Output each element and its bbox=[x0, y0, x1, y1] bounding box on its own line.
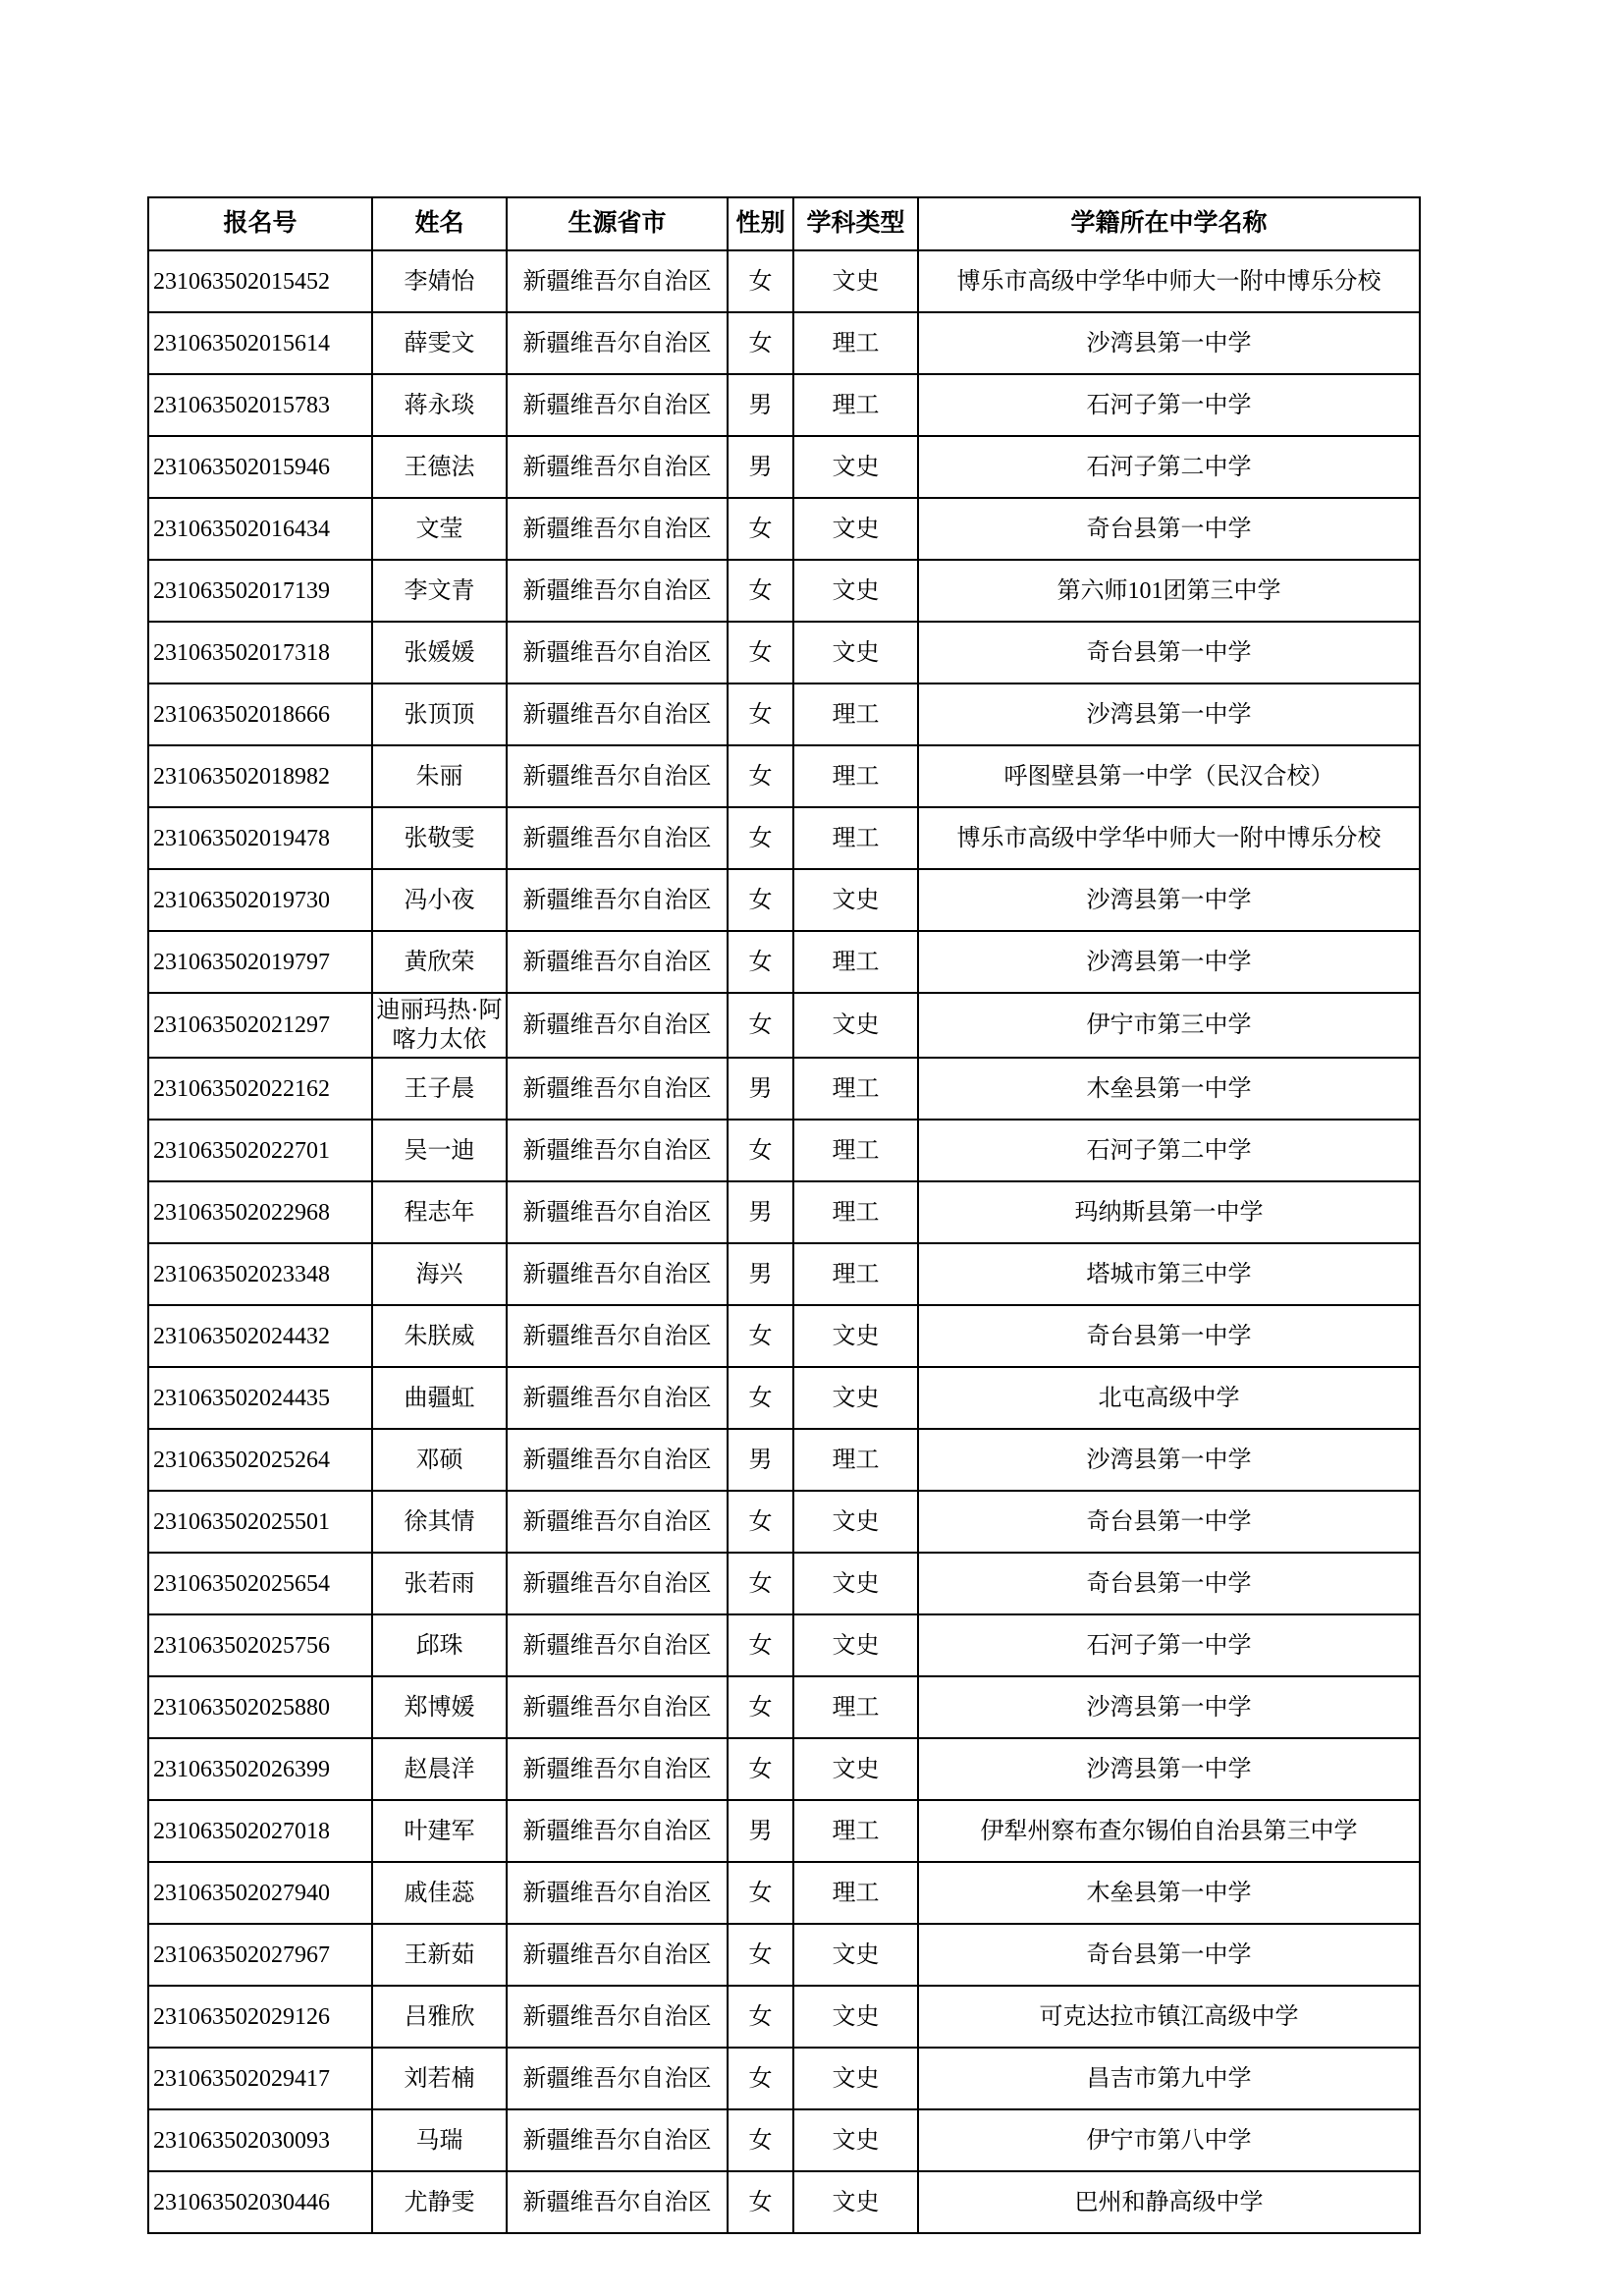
cell-province: 新疆维吾尔自治区 bbox=[507, 931, 728, 993]
cell-registration-number: 231063502015452 bbox=[148, 250, 372, 312]
cell-gender: 男 bbox=[728, 1429, 793, 1491]
cell-gender: 女 bbox=[728, 993, 793, 1058]
table-row bbox=[148, 1614, 1420, 1676]
cell-gender: 女 bbox=[728, 1614, 793, 1676]
header-name: 姓名 bbox=[372, 197, 507, 250]
header-province: 生源省市 bbox=[507, 197, 728, 250]
cell-subject-type: 文史 bbox=[793, 1305, 918, 1367]
cell-registration-number: 231063502018666 bbox=[148, 683, 372, 745]
cell-registration-number: 231063502023348 bbox=[148, 1243, 372, 1305]
cell-subject-type: 理工 bbox=[793, 374, 918, 436]
cell-name: 王德法 bbox=[372, 436, 507, 498]
cell-province: 新疆维吾尔自治区 bbox=[507, 869, 728, 931]
cell-registration-number: 231063502015614 bbox=[148, 312, 372, 374]
cell-school: 石河子第一中学 bbox=[918, 1614, 1420, 1676]
table-row bbox=[148, 436, 1420, 498]
cell-school: 奇台县第一中学 bbox=[918, 1305, 1420, 1367]
table-row bbox=[148, 1862, 1420, 1924]
cell-subject-type: 理工 bbox=[793, 807, 918, 869]
cell-school: 塔城市第三中学 bbox=[918, 1243, 1420, 1305]
cell-province: 新疆维吾尔自治区 bbox=[507, 1738, 728, 1800]
cell-gender: 女 bbox=[728, 1676, 793, 1738]
cell-school: 昌吉市第九中学 bbox=[918, 2048, 1420, 2109]
cell-province: 新疆维吾尔自治区 bbox=[507, 622, 728, 683]
cell-subject-type: 文史 bbox=[793, 560, 918, 622]
cell-province: 新疆维吾尔自治区 bbox=[507, 2171, 728, 2233]
cell-gender: 女 bbox=[728, 683, 793, 745]
cell-registration-number: 231063502027967 bbox=[148, 1924, 372, 1986]
cell-province: 新疆维吾尔自治区 bbox=[507, 2048, 728, 2109]
header-school-name: 学籍所在中学名称 bbox=[918, 197, 1420, 250]
cell-subject-type: 文史 bbox=[793, 436, 918, 498]
cell-name: 吴一迪 bbox=[372, 1120, 507, 1181]
cell-name: 迪丽玛热·阿喀力太依 bbox=[372, 993, 507, 1058]
table-row bbox=[148, 2171, 1420, 2233]
cell-name: 朱朕威 bbox=[372, 1305, 507, 1367]
cell-province: 新疆维吾尔自治区 bbox=[507, 1553, 728, 1614]
cell-province: 新疆维吾尔自治区 bbox=[507, 1862, 728, 1924]
cell-gender: 男 bbox=[728, 1800, 793, 1862]
cell-gender: 女 bbox=[728, 931, 793, 993]
cell-school: 伊宁市第八中学 bbox=[918, 2109, 1420, 2171]
cell-school: 北屯高级中学 bbox=[918, 1367, 1420, 1429]
cell-subject-type: 文史 bbox=[793, 869, 918, 931]
cell-province: 新疆维吾尔自治区 bbox=[507, 1305, 728, 1367]
cell-registration-number: 231063502029417 bbox=[148, 2048, 372, 2109]
cell-registration-number: 231063502022701 bbox=[148, 1120, 372, 1181]
cell-province: 新疆维吾尔自治区 bbox=[507, 1614, 728, 1676]
cell-subject-type: 理工 bbox=[793, 931, 918, 993]
cell-school: 奇台县第一中学 bbox=[918, 1924, 1420, 1986]
cell-name: 蒋永琰 bbox=[372, 374, 507, 436]
cell-registration-number: 231063502019478 bbox=[148, 807, 372, 869]
cell-province: 新疆维吾尔自治区 bbox=[507, 683, 728, 745]
cell-province: 新疆维吾尔自治区 bbox=[507, 312, 728, 374]
cell-province: 新疆维吾尔自治区 bbox=[507, 1491, 728, 1553]
cell-school: 博乐市高级中学华中师大一附中博乐分校 bbox=[918, 250, 1420, 312]
cell-school: 沙湾县第一中学 bbox=[918, 683, 1420, 745]
cell-gender: 女 bbox=[728, 312, 793, 374]
cell-registration-number: 231063502025501 bbox=[148, 1491, 372, 1553]
cell-subject-type: 文史 bbox=[793, 250, 918, 312]
cell-province: 新疆维吾尔自治区 bbox=[507, 1058, 728, 1120]
cell-subject-type: 文史 bbox=[793, 1738, 918, 1800]
cell-province: 新疆维吾尔自治区 bbox=[507, 1243, 728, 1305]
cell-subject-type: 理工 bbox=[793, 312, 918, 374]
cell-school: 呼图壁县第一中学（民汉合校） bbox=[918, 745, 1420, 807]
cell-gender: 女 bbox=[728, 2109, 793, 2171]
table-row bbox=[148, 807, 1420, 869]
cell-registration-number: 231063502030093 bbox=[148, 2109, 372, 2171]
cell-registration-number: 231063502022162 bbox=[148, 1058, 372, 1120]
cell-registration-number: 231063502030446 bbox=[148, 2171, 372, 2233]
cell-name: 文莹 bbox=[372, 498, 507, 560]
cell-registration-number: 231063502019797 bbox=[148, 931, 372, 993]
cell-name: 吕雅欣 bbox=[372, 1986, 507, 2048]
table-row bbox=[148, 683, 1420, 745]
cell-registration-number: 231063502025880 bbox=[148, 1676, 372, 1738]
cell-name: 戚佳蕊 bbox=[372, 1862, 507, 1924]
cell-name: 叶建军 bbox=[372, 1800, 507, 1862]
cell-name: 朱丽 bbox=[372, 745, 507, 807]
table-row bbox=[148, 993, 1420, 1058]
cell-name: 王子晨 bbox=[372, 1058, 507, 1120]
cell-registration-number: 231063502029126 bbox=[148, 1986, 372, 2048]
cell-name: 李婧怡 bbox=[372, 250, 507, 312]
cell-subject-type: 理工 bbox=[793, 1120, 918, 1181]
table-row bbox=[148, 1367, 1420, 1429]
table-row bbox=[148, 1120, 1420, 1181]
cell-province: 新疆维吾尔自治区 bbox=[507, 1924, 728, 1986]
cell-subject-type: 文史 bbox=[793, 993, 918, 1058]
cell-registration-number: 231063502024435 bbox=[148, 1367, 372, 1429]
cell-gender: 女 bbox=[728, 250, 793, 312]
cell-name: 海兴 bbox=[372, 1243, 507, 1305]
cell-gender: 女 bbox=[728, 2171, 793, 2233]
cell-subject-type: 文史 bbox=[793, 1553, 918, 1614]
cell-registration-number: 231063502018982 bbox=[148, 745, 372, 807]
cell-school: 沙湾县第一中学 bbox=[918, 1738, 1420, 1800]
cell-school: 沙湾县第一中学 bbox=[918, 1429, 1420, 1491]
cell-gender: 女 bbox=[728, 1924, 793, 1986]
cell-school: 可克达拉市镇江高级中学 bbox=[918, 1986, 1420, 2048]
cell-subject-type: 文史 bbox=[793, 1614, 918, 1676]
cell-subject-type: 文史 bbox=[793, 498, 918, 560]
cell-subject-type: 理工 bbox=[793, 683, 918, 745]
header-registration-number: 报名号 bbox=[148, 197, 372, 250]
cell-name: 张敬雯 bbox=[372, 807, 507, 869]
table-row bbox=[148, 1305, 1420, 1367]
cell-gender: 女 bbox=[728, 807, 793, 869]
cell-school: 奇台县第一中学 bbox=[918, 1491, 1420, 1553]
student-table bbox=[147, 196, 1421, 2234]
cell-gender: 女 bbox=[728, 1491, 793, 1553]
cell-registration-number: 231063502022968 bbox=[148, 1181, 372, 1243]
cell-name: 马瑞 bbox=[372, 2109, 507, 2171]
cell-school: 奇台县第一中学 bbox=[918, 1553, 1420, 1614]
header-gender: 性别 bbox=[728, 197, 793, 250]
cell-school: 伊犁州察布查尔锡伯自治县第三中学 bbox=[918, 1800, 1420, 1862]
cell-province: 新疆维吾尔自治区 bbox=[507, 1429, 728, 1491]
cell-name: 冯小夜 bbox=[372, 869, 507, 931]
table-row bbox=[148, 745, 1420, 807]
cell-school: 石河子第二中学 bbox=[918, 1120, 1420, 1181]
cell-subject-type: 文史 bbox=[793, 1924, 918, 1986]
cell-registration-number: 231063502015783 bbox=[148, 374, 372, 436]
cell-name: 徐其情 bbox=[372, 1491, 507, 1553]
cell-subject-type: 理工 bbox=[793, 1058, 918, 1120]
cell-province: 新疆维吾尔自治区 bbox=[507, 1181, 728, 1243]
cell-school: 木垒县第一中学 bbox=[918, 1058, 1420, 1120]
cell-subject-type: 理工 bbox=[793, 745, 918, 807]
cell-school: 石河子第二中学 bbox=[918, 436, 1420, 498]
cell-gender: 女 bbox=[728, 622, 793, 683]
cell-name: 赵晨洋 bbox=[372, 1738, 507, 1800]
cell-province: 新疆维吾尔自治区 bbox=[507, 1676, 728, 1738]
cell-gender: 男 bbox=[728, 1181, 793, 1243]
cell-subject-type: 理工 bbox=[793, 1243, 918, 1305]
cell-province: 新疆维吾尔自治区 bbox=[507, 1986, 728, 2048]
cell-name: 黄欣荣 bbox=[372, 931, 507, 993]
cell-gender: 女 bbox=[728, 1305, 793, 1367]
cell-school: 奇台县第一中学 bbox=[918, 622, 1420, 683]
table-row bbox=[148, 1181, 1420, 1243]
cell-registration-number: 231063502015946 bbox=[148, 436, 372, 498]
cell-name: 郑博媛 bbox=[372, 1676, 507, 1738]
cell-registration-number: 231063502027940 bbox=[148, 1862, 372, 1924]
cell-registration-number: 231063502021297 bbox=[148, 993, 372, 1058]
cell-gender: 男 bbox=[728, 436, 793, 498]
cell-province: 新疆维吾尔自治区 bbox=[507, 1800, 728, 1862]
cell-subject-type: 文史 bbox=[793, 622, 918, 683]
cell-subject-type: 理工 bbox=[793, 1862, 918, 1924]
cell-province: 新疆维吾尔自治区 bbox=[507, 374, 728, 436]
cell-province: 新疆维吾尔自治区 bbox=[507, 2109, 728, 2171]
cell-gender: 男 bbox=[728, 374, 793, 436]
cell-registration-number: 231063502024432 bbox=[148, 1305, 372, 1367]
table-row bbox=[148, 1429, 1420, 1491]
cell-name: 邱珠 bbox=[372, 1614, 507, 1676]
cell-subject-type: 理工 bbox=[793, 1676, 918, 1738]
table-row bbox=[148, 1924, 1420, 1986]
table-row bbox=[148, 2109, 1420, 2171]
cell-registration-number: 231063502019730 bbox=[148, 869, 372, 931]
cell-gender: 男 bbox=[728, 1243, 793, 1305]
cell-school: 木垒县第一中学 bbox=[918, 1862, 1420, 1924]
cell-school: 沙湾县第一中学 bbox=[918, 931, 1420, 993]
table-row bbox=[148, 250, 1420, 312]
cell-subject-type: 文史 bbox=[793, 2171, 918, 2233]
cell-school: 奇台县第一中学 bbox=[918, 498, 1420, 560]
cell-school: 石河子第一中学 bbox=[918, 374, 1420, 436]
cell-subject-type: 文史 bbox=[793, 2048, 918, 2109]
cell-province: 新疆维吾尔自治区 bbox=[507, 560, 728, 622]
table-row bbox=[148, 1491, 1420, 1553]
table-row bbox=[148, 1800, 1420, 1862]
cell-subject-type: 文史 bbox=[793, 1986, 918, 2048]
cell-gender: 女 bbox=[728, 498, 793, 560]
cell-registration-number: 231063502016434 bbox=[148, 498, 372, 560]
cell-school: 博乐市高级中学华中师大一附中博乐分校 bbox=[918, 807, 1420, 869]
cell-province: 新疆维吾尔自治区 bbox=[507, 993, 728, 1058]
cell-name: 曲疆虹 bbox=[372, 1367, 507, 1429]
cell-subject-type: 理工 bbox=[793, 1429, 918, 1491]
cell-subject-type: 文史 bbox=[793, 1491, 918, 1553]
table-row bbox=[148, 1986, 1420, 2048]
cell-gender: 女 bbox=[728, 560, 793, 622]
table-row bbox=[148, 1553, 1420, 1614]
cell-school: 沙湾县第一中学 bbox=[918, 312, 1420, 374]
cell-subject-type: 文史 bbox=[793, 2109, 918, 2171]
cell-province: 新疆维吾尔自治区 bbox=[507, 745, 728, 807]
table-row bbox=[148, 1058, 1420, 1120]
cell-name: 程志年 bbox=[372, 1181, 507, 1243]
cell-school: 玛纳斯县第一中学 bbox=[918, 1181, 1420, 1243]
cell-school: 沙湾县第一中学 bbox=[918, 869, 1420, 931]
cell-subject-type: 理工 bbox=[793, 1800, 918, 1862]
cell-name: 薛雯文 bbox=[372, 312, 507, 374]
table-row bbox=[148, 2048, 1420, 2109]
table-row bbox=[148, 622, 1420, 683]
cell-name: 张若雨 bbox=[372, 1553, 507, 1614]
table-row bbox=[148, 498, 1420, 560]
cell-gender: 女 bbox=[728, 1367, 793, 1429]
cell-province: 新疆维吾尔自治区 bbox=[507, 498, 728, 560]
cell-gender: 女 bbox=[728, 1738, 793, 1800]
cell-registration-number: 231063502017139 bbox=[148, 560, 372, 622]
cell-province: 新疆维吾尔自治区 bbox=[507, 1367, 728, 1429]
cell-gender: 女 bbox=[728, 1120, 793, 1181]
cell-gender: 女 bbox=[728, 1986, 793, 2048]
cell-name: 邓硕 bbox=[372, 1429, 507, 1491]
cell-name: 刘若楠 bbox=[372, 2048, 507, 2109]
table-row bbox=[148, 1243, 1420, 1305]
cell-province: 新疆维吾尔自治区 bbox=[507, 1120, 728, 1181]
cell-gender: 男 bbox=[728, 1058, 793, 1120]
cell-school: 沙湾县第一中学 bbox=[918, 1676, 1420, 1738]
cell-gender: 女 bbox=[728, 1862, 793, 1924]
table-row bbox=[148, 931, 1420, 993]
cell-name: 李文青 bbox=[372, 560, 507, 622]
cell-school: 第六师101团第三中学 bbox=[918, 560, 1420, 622]
cell-registration-number: 231063502025756 bbox=[148, 1614, 372, 1676]
cell-province: 新疆维吾尔自治区 bbox=[507, 436, 728, 498]
cell-province: 新疆维吾尔自治区 bbox=[507, 807, 728, 869]
header-subject-type: 学科类型 bbox=[793, 197, 918, 250]
table-header-row bbox=[148, 197, 1420, 250]
cell-name: 尤静雯 bbox=[372, 2171, 507, 2233]
cell-school: 巴州和静高级中学 bbox=[918, 2171, 1420, 2233]
cell-gender: 女 bbox=[728, 745, 793, 807]
cell-gender: 女 bbox=[728, 869, 793, 931]
cell-province: 新疆维吾尔自治区 bbox=[507, 250, 728, 312]
table-row bbox=[148, 1738, 1420, 1800]
table-row bbox=[148, 374, 1420, 436]
cell-registration-number: 231063502025264 bbox=[148, 1429, 372, 1491]
cell-subject-type: 文史 bbox=[793, 1367, 918, 1429]
cell-registration-number: 231063502025654 bbox=[148, 1553, 372, 1614]
cell-gender: 女 bbox=[728, 2048, 793, 2109]
table-body bbox=[148, 250, 1420, 2233]
cell-registration-number: 231063502017318 bbox=[148, 622, 372, 683]
table-row bbox=[148, 312, 1420, 374]
cell-name: 张顶顶 bbox=[372, 683, 507, 745]
table-row bbox=[148, 1676, 1420, 1738]
cell-name: 王新茹 bbox=[372, 1924, 507, 1986]
cell-subject-type: 理工 bbox=[793, 1181, 918, 1243]
cell-school: 伊宁市第三中学 bbox=[918, 993, 1420, 1058]
cell-name: 张媛媛 bbox=[372, 622, 507, 683]
cell-registration-number: 231063502027018 bbox=[148, 1800, 372, 1862]
table-row bbox=[148, 560, 1420, 622]
cell-gender: 女 bbox=[728, 1553, 793, 1614]
cell-registration-number: 231063502026399 bbox=[148, 1738, 372, 1800]
table-row bbox=[148, 869, 1420, 931]
